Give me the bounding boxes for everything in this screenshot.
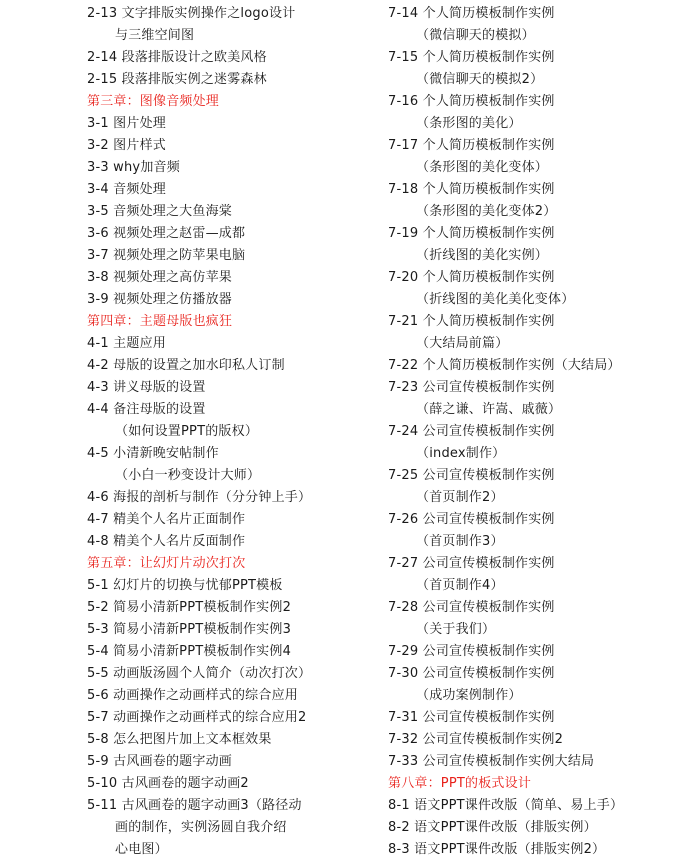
toc-item: 7-27 公司宣传模板制作实例 <box>388 556 555 571</box>
toc-item-continuation: （折线图的美化美化变体） <box>416 292 575 307</box>
toc-item-continuation: （关于我们） <box>416 622 496 637</box>
toc-item-continuation: （条形图的美化变体） <box>416 160 549 175</box>
toc-item: 7-28 公司宣传模板制作实例 <box>388 600 555 615</box>
toc-item: 7-16 个人简历模板制作实例 <box>388 94 555 109</box>
toc-item: 5-11 古风画卷的题字动画3（路径动 <box>87 798 302 813</box>
toc-item: 4-5 小清新晚安帖制作 <box>87 446 219 461</box>
toc-item: 3-4 音频处理 <box>87 182 166 197</box>
toc-item: 7-26 公司宣传模板制作实例 <box>388 512 555 527</box>
toc-right-column <box>388 3 700 861</box>
toc-item: 7-17 个人简历模板制作实例 <box>388 138 555 153</box>
toc-item-continuation: （微信聊天的模拟2） <box>416 72 544 87</box>
chapter-heading: 第三章：图像音频处理 <box>87 94 220 109</box>
toc-item: 7-32 公司宣传模板制作实例2 <box>388 732 564 747</box>
chapter-heading: 第四章：主题母版也疯狂 <box>87 314 233 329</box>
toc-item-continuation: （首页制作2） <box>416 490 504 505</box>
toc-item: 8-1 语文PPT课件改版（简单、易上手） <box>388 798 624 813</box>
chapter-heading: 第八章：PPT的板式设计 <box>388 776 532 791</box>
toc-item: 7-23 公司宣传模板制作实例 <box>388 380 555 395</box>
toc-item: 2-15 段落排版实例之迷雾森林 <box>87 72 267 87</box>
toc-item: 2-13 文字排版实例操作之logo设计 <box>87 6 296 21</box>
toc-item-continuation: （条形图的美化） <box>416 116 522 131</box>
toc-item-continuation: （如何设置PPT的版权） <box>115 424 259 439</box>
toc-item: 5-9 古风画卷的题字动画 <box>87 754 232 769</box>
toc-item: 5-3 简易小清新PPT模板制作实例3 <box>87 622 292 637</box>
toc-item: 3-8 视频处理之高仿苹果 <box>87 270 232 285</box>
toc-item-continuation: （首页制作4） <box>416 578 504 593</box>
toc-item: 5-8 怎么把图片加上文本框效果 <box>87 732 272 747</box>
toc-item: 5-1 幻灯片的切换与忧郁PPT模板 <box>87 578 283 593</box>
toc-item: 7-19 个人简历模板制作实例 <box>388 226 555 241</box>
toc-item: 7-30 公司宣传模板制作实例 <box>388 666 555 681</box>
toc-item: 3-6 视频处理之赵雷—成都 <box>87 226 246 241</box>
toc-item-continuation: （大结局前篇） <box>416 336 509 351</box>
toc-item: 3-1 图片处理 <box>87 116 166 131</box>
toc-item: 7-21 个人简历模板制作实例 <box>388 314 555 329</box>
toc-item-continuation: 画的制作，实例汤圆自我介绍 <box>115 820 287 835</box>
toc-item: 5-2 简易小清新PPT模板制作实例2 <box>87 600 292 615</box>
toc-item-continuation: （首页制作3） <box>416 534 504 549</box>
toc-item: 7-24 公司宣传模板制作实例 <box>388 424 555 439</box>
toc-item-continuation: （微信聊天的模拟） <box>416 28 535 43</box>
toc-item: 7-14 个人简历模板制作实例 <box>388 6 555 21</box>
toc-item: 2-14 段落排版设计之欧美风格 <box>87 50 267 65</box>
toc-item: 4-8 精美个人名片反面制作 <box>87 534 246 549</box>
toc-item: 7-25 公司宣传模板制作实例 <box>388 468 555 483</box>
chapter-heading: 第五章：让幻灯片动次打次 <box>87 556 246 571</box>
toc-item: 7-33 公司宣传模板制作实例大结局 <box>388 754 595 769</box>
toc-item: 4-7 精美个人名片正面制作 <box>87 512 246 527</box>
toc-item: 3-5 音频处理之大鱼海棠 <box>87 204 232 219</box>
toc-item: 4-4 备注母版的设置 <box>87 402 206 417</box>
toc-item: 5-5 动画版汤圆个人简介（动次打次） <box>87 666 312 681</box>
toc-item: 4-2 母版的设置之加水印私人订制 <box>87 358 285 373</box>
toc-item: 7-31 公司宣传模板制作实例 <box>388 710 555 725</box>
toc-item: 5-7 动画操作之动画样式的综合应用2 <box>87 710 307 725</box>
toc-item-continuation: （条形图的美化变体2） <box>416 204 557 219</box>
toc-item-continuation: （薛之谦、许嵩、戚薇） <box>416 402 562 417</box>
toc-item: 7-20 个人简历模板制作实例 <box>388 270 555 285</box>
toc-item: 7-22 个人简历模板制作实例（大结局） <box>388 358 621 373</box>
toc-item: 8-2 语文PPT课件改版（排版实例） <box>388 820 597 835</box>
toc-item-continuation: 与三维空间图 <box>115 28 195 43</box>
toc-item: 7-29 公司宣传模板制作实例 <box>388 644 555 659</box>
toc-item-continuation: （成功案例制作） <box>416 688 522 703</box>
toc-item-continuation: （小白一秒变设计大师） <box>115 468 261 483</box>
toc-item: 3-2 图片样式 <box>87 138 166 153</box>
toc-item: 7-15 个人简历模板制作实例 <box>388 50 555 65</box>
toc-item-continuation: （index制作） <box>416 446 506 461</box>
toc-item-continuation: （折线图的美化实例） <box>416 248 549 263</box>
toc-item: 3-9 视频处理之仿播放器 <box>87 292 232 307</box>
toc-item-continuation: 心电图） <box>115 842 168 857</box>
toc-item: 3-3 why加音频 <box>87 160 180 175</box>
toc-item: 8-3 语文PPT课件改版（排版实例2） <box>388 842 606 857</box>
toc-item: 4-3 讲义母版的设置 <box>87 380 206 395</box>
toc-item: 4-6 海报的剖析与制作（分分钟上手） <box>87 490 312 505</box>
toc-item: 5-6 动画操作之动画样式的综合应用 <box>87 688 298 703</box>
toc-item: 4-1 主题应用 <box>87 336 166 351</box>
toc-item: 5-4 简易小清新PPT模板制作实例4 <box>87 644 292 659</box>
toc-item: 3-7 视频处理之防苹果电脑 <box>87 248 246 263</box>
toc-left-column <box>87 3 387 861</box>
toc-item: 5-10 古风画卷的题字动画2 <box>87 776 249 791</box>
toc-item: 7-18 个人简历模板制作实例 <box>388 182 555 197</box>
